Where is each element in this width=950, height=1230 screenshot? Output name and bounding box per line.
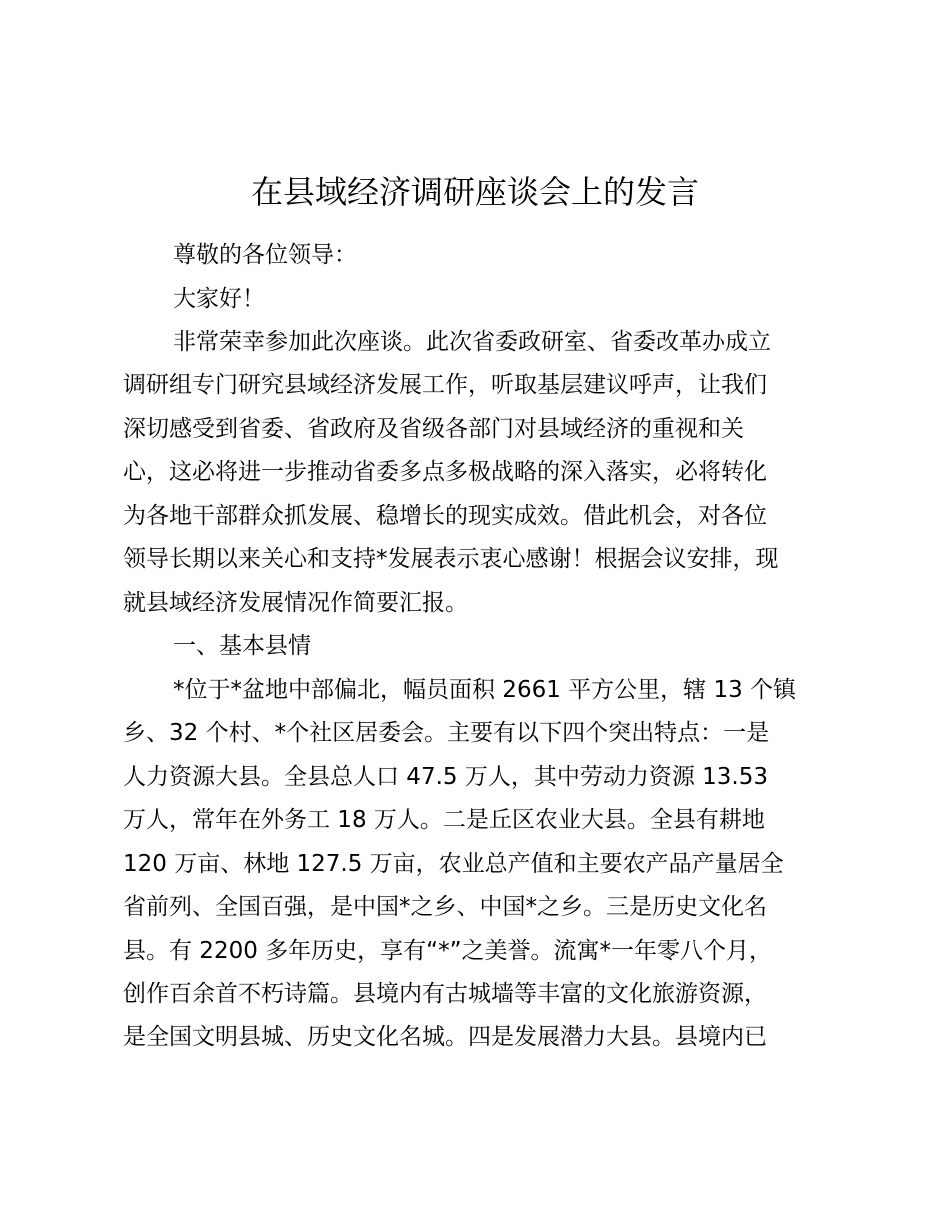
paragraph-line: 非常荣幸参加此次座谈。此次省委政研室、省委改革办成立 bbox=[173, 329, 771, 355]
paragraph-line: 创作百余首不朽诗篇。县境内有古城墙等丰富的文化旅游资源， bbox=[123, 981, 767, 1007]
paragraph-line: 省前列、全国百强，是中国*之乡、中国*之乡。三是历史文化名 bbox=[123, 894, 767, 920]
paragraph-line: *位于*盆地中部偏北，幅员面积 2661 平方公里，辖 13 个镇 bbox=[173, 677, 797, 703]
section-heading: 一、基本县情 bbox=[173, 633, 311, 659]
paragraph-line: 就县域经济发展情况作简要汇报。 bbox=[123, 590, 468, 616]
paragraph-line: 为各地干部群众抓发展、稳增长的现实成效。借此机会，对各位 bbox=[123, 503, 767, 529]
document-title: 在县域经济调研座谈会上的发言 bbox=[250, 173, 699, 211]
paragraph-line: 120 万亩、林地 127.5 万亩，农业总产值和主要农产品产量居全 bbox=[123, 851, 784, 877]
greeting: 大家好！ bbox=[173, 286, 265, 312]
paragraph-line: 心，这必将进一步推动省委多点多极战略的深入落实，必将转化 bbox=[123, 459, 767, 485]
paragraph-line: 深切感受到省委、省政府及省级各部门对县域经济的重视和关 bbox=[123, 416, 744, 442]
salutation: 尊敬的各位领导： bbox=[173, 242, 357, 268]
paragraph-line: 领导长期以来关心和支持*发展表示衷心感谢！根据会议安排，现 bbox=[123, 546, 779, 572]
paragraph-line: 是全国文明县城、历史文化名城。四是发展潜力大县。县境内已 bbox=[123, 1024, 767, 1050]
paragraph-line: 县。有 2200 多年历史，享有“*”之美誉。流寓*一年零八个月， bbox=[123, 938, 772, 964]
paragraph-line: 万人，常年在外务工 18 万人。二是丘区农业大县。全县有耕地 bbox=[123, 807, 765, 833]
paragraph-line: 乡、32 个村、*个社区居委会。主要有以下四个突出特点：一是 bbox=[123, 720, 770, 746]
paragraph-line: 调研组专门研究县域经济发展工作，听取基层建议呼声，让我们 bbox=[123, 372, 767, 398]
paragraph-line: 人力资源大县。全县总人口 47.5 万人，其中劳动力资源 13.53 bbox=[123, 764, 768, 790]
